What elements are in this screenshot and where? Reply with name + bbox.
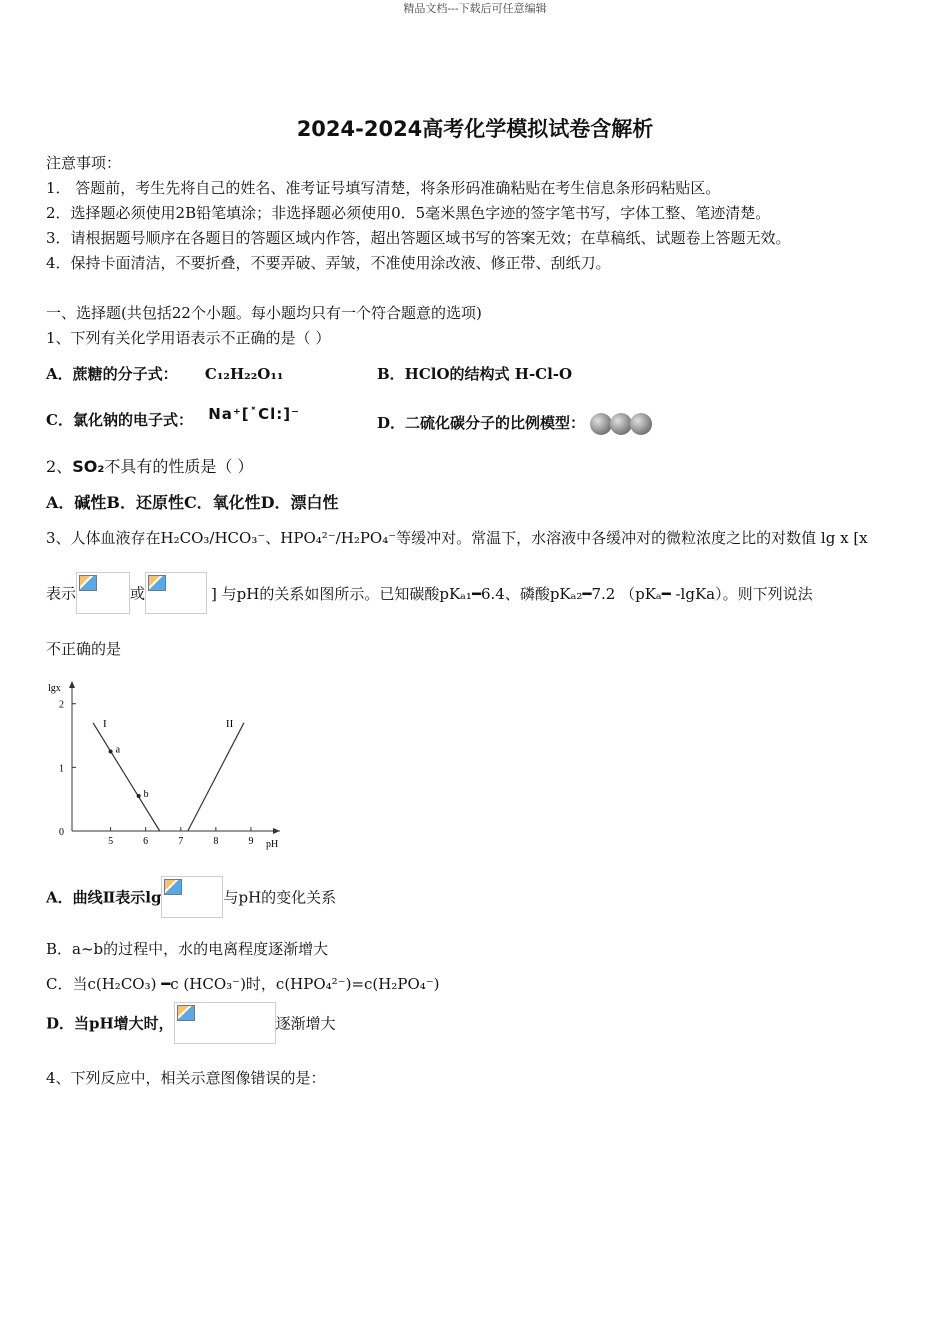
q2-so2: SO₂ bbox=[72, 457, 105, 476]
x-tick-label: 5 bbox=[108, 836, 114, 847]
note-item-2: 2．选择题必须使用2B铅笔填涂；非选择题必须使用0．5毫米黑色字迹的签字笔书写，字体工整、笔迹清楚。 bbox=[46, 204, 771, 222]
q1-option-c bbox=[46, 405, 301, 430]
x-tick-label: 6 bbox=[143, 836, 149, 847]
point-a bbox=[109, 749, 113, 753]
q4-stem: 4、下列反应中，相关示意图像错误的是： bbox=[46, 1069, 326, 1087]
note-item-3: 3．请根据题号顺序在各题目的答题区域内作答，超出答题区域书写的答案无效；在草稿纸、试题卷上答题无效。 bbox=[46, 229, 791, 247]
section-heading: 一、选择题(共包括22个小题。每小题均只有一个符合题意的选项) bbox=[46, 304, 482, 322]
q1-option-b: B．HClO的结构式 H-Cl-O bbox=[377, 365, 573, 383]
notes-heading: 注意事项： bbox=[46, 154, 122, 172]
q1-a-label: A．蔗糖的分子式： bbox=[46, 365, 178, 383]
x-tick-label: 7 bbox=[178, 836, 184, 847]
series-label-I: I bbox=[103, 717, 107, 730]
y-axis-label: lgx bbox=[48, 683, 61, 694]
series-line-II bbox=[188, 723, 244, 831]
cs2-ball-model-icon bbox=[590, 409, 654, 439]
q1-option-a bbox=[46, 363, 283, 384]
broken-image-icon bbox=[76, 572, 130, 614]
q3-line2-b: 或 bbox=[130, 584, 146, 603]
q1-d-label: D．二硫化碳分子的比例模型： bbox=[377, 414, 586, 432]
x-axis-arrow bbox=[273, 828, 280, 834]
q2-stem-rest: 不具有的性质是（ ） bbox=[104, 457, 254, 476]
q3-d-text-2: 逐渐增大 bbox=[275, 1014, 336, 1033]
nacl-electron-formula: Na⁺[˟Cl:]⁻ bbox=[208, 405, 301, 423]
y-tick-label: 1 bbox=[59, 763, 64, 775]
chart-layer bbox=[48, 681, 280, 850]
q3-d-text-1: D．当pH增大时， bbox=[46, 1014, 174, 1033]
series-label-II: II bbox=[225, 717, 234, 730]
q1-c-label: C．氯化钠的电子式： bbox=[46, 411, 193, 429]
note-item-4: 4．保持卡面清洁，不要折叠，不要弄破、弄皱，不准使用涂改液、修正带、刮纸刀。 bbox=[46, 254, 611, 272]
y-tick-label: 2 bbox=[59, 699, 64, 711]
q2-options: A．碱性B．还原性C．氧化性D．漂白性 bbox=[46, 493, 339, 512]
q3-line-1: 3、人体血液存在H₂CO₃/HCO₃⁻、HPO₄²⁻/H₂PO₄⁻等缓冲对。常温下，水溶液中各缓冲对的微粒浓度之比的对数值 lg x [x bbox=[46, 529, 868, 547]
broken-image-icon bbox=[174, 1002, 276, 1044]
page-title: 2024-2024高考化学模拟试卷含解析 bbox=[296, 117, 654, 141]
q2-stem bbox=[46, 454, 253, 477]
q3-option-b: B．a~b的过程中，水的电离程度逐渐增大 bbox=[46, 940, 329, 958]
q3-option-a bbox=[46, 876, 336, 918]
x-tick-label: 8 bbox=[213, 836, 219, 847]
q3-option-c: C．当c(H₂CO₃) ━c (HCO₃⁻)时，c(HPO₄²⁻)=c(H₂PO₄⁻) bbox=[46, 975, 440, 993]
lgx-ph-chart bbox=[44, 676, 284, 856]
q3-a-text-1: A．曲线Ⅱ表示lg bbox=[46, 888, 162, 907]
y-tick-label: 0 bbox=[59, 827, 64, 838]
q3-line-3: 不正确的是 bbox=[46, 640, 122, 658]
note-item-1: 1． 答题前，考生先将自己的姓名、准考证号填写清楚，将条形码准确粘贴在考生信息条形码粘贴区。 bbox=[46, 179, 721, 197]
page-header: 精品文档---下载后可任意编辑 bbox=[403, 2, 547, 15]
broken-image-icon bbox=[145, 572, 207, 614]
q2-number: 2、 bbox=[46, 457, 73, 476]
broken-image-icon bbox=[161, 876, 223, 918]
q3-option-d bbox=[46, 1002, 336, 1044]
q3-a-text-2: 与pH的变化关系 bbox=[223, 888, 337, 907]
x-axis-label: pH bbox=[266, 839, 279, 850]
q3-line2-a: 表示 bbox=[46, 584, 77, 603]
series-line-I bbox=[93, 723, 160, 831]
q1-a-formula: C₁₂H₂₂O₁₁ bbox=[204, 365, 284, 383]
q1-option-d bbox=[377, 409, 654, 439]
q3-line2-c: ] 与pH的关系如图所示。已知碳酸pKₐ₁━6.4、磷酸pKₐ₂━7.2 （pKₐ━ -lgKa）。则下列说法 bbox=[211, 584, 813, 603]
y-axis-arrow bbox=[69, 681, 75, 688]
x-tick-label: 9 bbox=[248, 836, 254, 847]
q1-stem: 1、下列有关化学用语表示不正确的是（ ） bbox=[46, 329, 331, 347]
point-b bbox=[137, 794, 141, 798]
point-label-b: b bbox=[143, 789, 149, 800]
point-label-a: a bbox=[115, 744, 121, 756]
q3-line-2 bbox=[46, 572, 813, 614]
